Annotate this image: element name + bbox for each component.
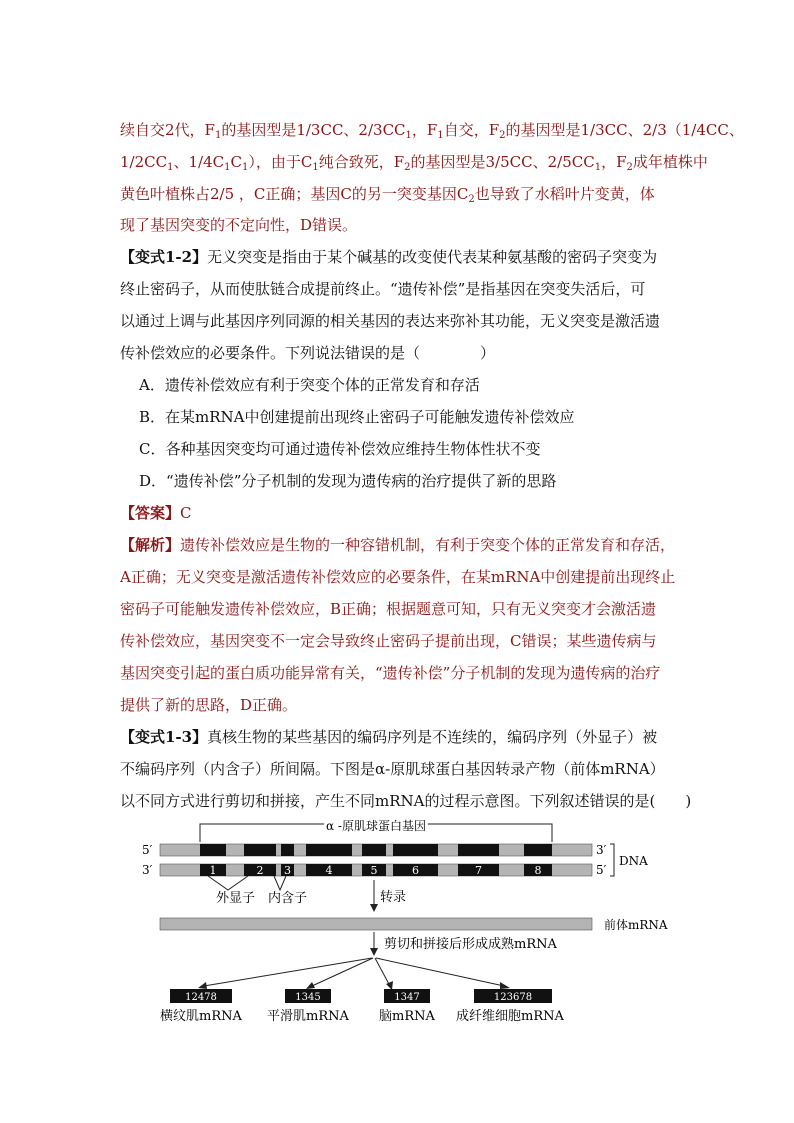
exon-pointer [208, 876, 248, 890]
exon-top-2 [244, 844, 276, 856]
question-tag: 【变式1-3】 [120, 728, 208, 746]
continuation-line-2: $1/2CC_1$、$1/4C_1C_1$），由于$C_1$纯合致死，$F_2$的基因型是3/5CC、$2/5CC_1$，$F_2$成年植株中 [120, 153, 708, 173]
question-1-2-stem-4: 传补偿效应的必要条件。下列说法错误的是（ ） [120, 344, 496, 362]
analysis-tag: 【解析】 [120, 536, 181, 554]
answer-value: C [180, 504, 192, 522]
analysis-line-2: A正确；无义突变是激活遗传补偿效应的必要条件，在某mRNA中创建提前出现终止 [120, 568, 676, 586]
option-c: C．各种基因突变均可通过遗传补偿效应维持生物体性状不变 [139, 440, 541, 458]
bottom-strand-5prime: 5′ [596, 863, 607, 877]
question-1-3-stem-3: 以不同方式进行剪切和拼接，产生不同mRNA的过程示意图。下列叙述错误的是( ) [120, 792, 692, 810]
exon-top-1 [200, 844, 226, 856]
top-strand-3prime: 3′ [596, 843, 607, 857]
analysis-line-4: 传补偿效应，基因突变不一定会导致终止密码子提前出现，C错误；某些遗传病与 [120, 632, 657, 650]
exon-top-7 [458, 844, 499, 856]
branch-mid-left [312, 958, 373, 986]
continuation-line-1: 续自交2代，$F_1$的基因型是1/3CC、$2/3CC_1$，$F_1$自交，$F_2$的基因型是1/3CC、2/3（1/4CC、 [120, 121, 744, 141]
product-name-smooth: 平滑肌mRNA [267, 1009, 349, 1024]
option-b: B．在某mRNA中创建提前出现终止密码子可能触发遗传补偿效应 [139, 408, 575, 426]
exon-number-6: 6 [412, 864, 419, 877]
transcription-label: 转录 [380, 890, 407, 905]
question-1-3-stem-2: 不编码序列（内含子）所间隔。下图是α-原肌球蛋白基因转录产物（前体mRNA） [120, 760, 665, 778]
answer-tag: 【答案】 [120, 504, 181, 522]
product-name-brain: 脑mRNA [379, 1009, 435, 1024]
branch-mid-right [375, 958, 390, 986]
dna-label: DNA [619, 854, 648, 868]
continuation-line-3: 黄色叶植株占2/5 ，C正确；基因C的另一突变基因$C_2$也导致了水稻叶片变黄，体 [120, 185, 655, 205]
dna-brace [610, 844, 614, 876]
exon-number-4: 4 [325, 864, 333, 877]
question-tag: 【变式1-2】 [120, 248, 208, 266]
exon-number-5: 5 [370, 864, 378, 877]
intron-pointer [274, 876, 286, 890]
analysis-line-5: 基因突变引起的蛋白质功能异常有关，“遗传补偿”分子机制的发现为遗传病的治疗 [120, 664, 661, 682]
product-name-skeletal: 横纹肌mRNA [160, 1009, 242, 1024]
exon-top-5 [362, 844, 386, 856]
product-name-fibroblast: 成纤维细胞mRNA [456, 1009, 564, 1024]
option-a: A．遗传补偿效应有利于突变个体的正常发育和存活 [139, 376, 480, 394]
pre-mrna-bar [160, 918, 592, 930]
splicing-diagram [140, 818, 668, 1033]
product-code-fibroblast: 123678 [493, 992, 533, 1003]
exon-number-8: 8 [534, 864, 542, 877]
analysis-line-1: 【解析】遗传补偿效应是生物的一种容错机制，有利于突变个体的正常发育和存活， [120, 536, 676, 554]
branch-mid-left-head [306, 982, 315, 989]
branch-right [376, 958, 504, 986]
product-code-skeletal: 12478 [185, 992, 217, 1003]
bottom-strand-3prime: 3′ [142, 863, 153, 877]
branch-left [204, 958, 372, 986]
exon-number-1: 1 [209, 864, 217, 877]
continuation-line-4: 现了基因突变的不定向性，D错误。 [120, 216, 358, 234]
exon-top-3 [281, 844, 294, 856]
product-code-smooth: 1345 [295, 992, 321, 1003]
question-1-3-stem-1: 【变式1-3】真核生物的某些基因的编码序列是不连续的，编码序列（外显子）被 [120, 728, 658, 746]
transcription-arrowhead [370, 904, 378, 912]
exon-top-8 [524, 844, 552, 856]
question-1-2-stem-1: 【变式1-2】无义突变是指由于某个碱基的改变使代表某种氨基酸的密码子突变为 [120, 248, 658, 266]
splicing-arrowhead [370, 948, 378, 956]
exon-number-7: 7 [475, 864, 482, 877]
question-1-2-stem-2: 终止密码子，从而使肽链合成提前终止。“遗传补偿”是指基因在突变失活后，可 [120, 280, 646, 298]
product-code-brain: 1347 [394, 992, 420, 1003]
splicing-label: 剪切和拼接后形成成熟mRNA [384, 937, 557, 952]
gene-label: α -原肌球蛋白基因 [326, 819, 426, 833]
exon-label: 外显子 [216, 891, 256, 906]
branch-right-head [500, 982, 510, 989]
analysis-line-6: 提供了新的思路，D正确。 [120, 696, 298, 714]
answer-line [120, 503, 192, 523]
option-d: D．“遗传补偿”分子机制的发现为遗传病的治疗提供了新的思路 [139, 472, 557, 490]
exon-number-3: 3 [284, 864, 291, 877]
branch-left-head [198, 982, 207, 989]
top-strand-5prime: 5′ [142, 843, 153, 857]
question-1-2-stem-3: 以通过上调与此基因序列同源的相关基因的表达来弥补其功能，无义突变是激活遗 [120, 312, 661, 330]
exon-number-2: 2 [256, 864, 264, 877]
analysis-line-3: 密码子可能触发遗传补偿效应，B正确；根据题意可知，只有无义突变才会激活遗 [120, 600, 657, 618]
exon-top-4 [306, 844, 352, 856]
exon-top-6 [393, 844, 438, 856]
intron-label: 内含子 [268, 891, 308, 906]
pre-mrna-label: 前体mRNA [604, 918, 668, 932]
branch-mid-right-head [386, 981, 393, 990]
